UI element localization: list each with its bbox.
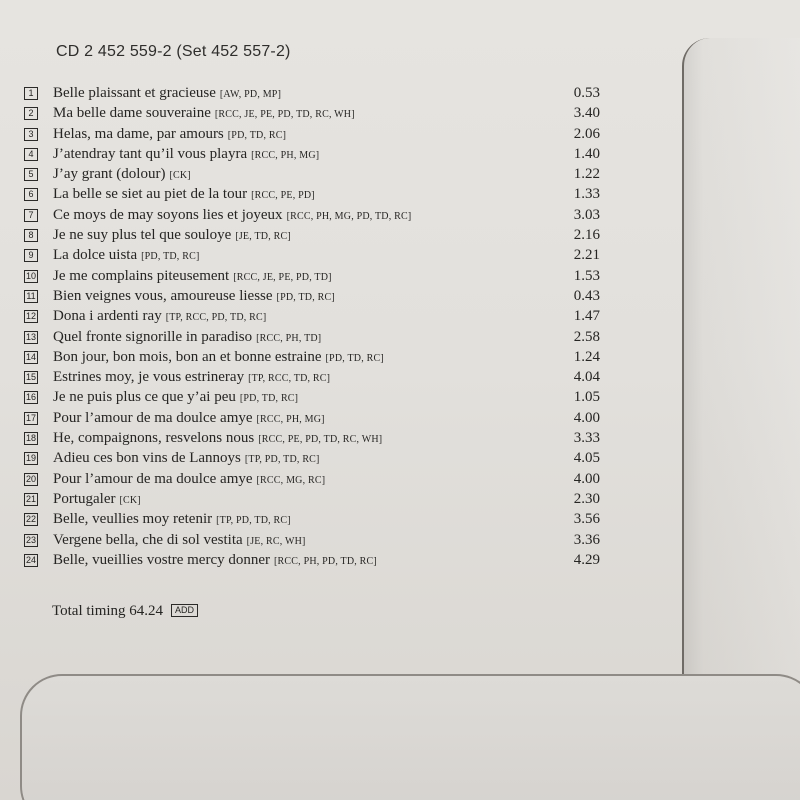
track-title: Je me complains piteusement xyxy=(53,267,230,284)
track-row xyxy=(24,490,600,510)
track-title-line xyxy=(53,329,321,346)
track-performers: [RCC, JE, PE, PD, TD] xyxy=(233,271,332,283)
track-row xyxy=(24,409,600,429)
track-performers: [TP, PD, TD, RC] xyxy=(244,454,320,466)
track-duration: 3.56 xyxy=(573,511,600,528)
track-performers: [JE, RC, WH] xyxy=(246,535,306,547)
track-title-line xyxy=(53,552,377,569)
track-number-box: 18 xyxy=(25,433,36,444)
track-row xyxy=(24,84,600,104)
track-title: Belle, veullies moy retenir xyxy=(53,511,213,528)
track-performers: [RCC, PH, MG] xyxy=(256,413,325,425)
track-duration: 2.16 xyxy=(573,227,600,244)
total-timing xyxy=(52,603,198,620)
track-title: Estrines moy, je vous estrineray xyxy=(53,369,245,386)
track-title-line xyxy=(53,450,320,467)
track-duration: 1.40 xyxy=(573,145,600,162)
track-title: Dona i ardenti ray xyxy=(53,308,162,325)
track-number-box: 10 xyxy=(25,270,36,281)
track-number-box: 1 xyxy=(24,87,38,100)
track-title-line xyxy=(53,186,315,203)
track-row xyxy=(24,510,600,530)
track-title: Ce moys de may soyons lies et joyeux xyxy=(53,206,283,223)
track-title-line xyxy=(53,207,411,224)
track-title: Je ne suy plus tel que souloye xyxy=(53,227,232,244)
track-duration: 2.06 xyxy=(573,125,600,142)
total-timing-label: Total timing 64.24 xyxy=(52,603,164,619)
track-title: Vergene bella, che di sol vestita xyxy=(53,531,243,548)
track-title-line xyxy=(53,166,191,183)
track-row xyxy=(24,531,600,551)
track-duration: 2.30 xyxy=(573,490,600,507)
track-title-line xyxy=(53,146,319,163)
track-title-line xyxy=(53,491,141,508)
track-title-line xyxy=(53,227,291,244)
track-row xyxy=(24,551,600,571)
track-row xyxy=(24,368,600,388)
track-performers: [RCC, PE, PD] xyxy=(251,190,315,202)
track-number-box: 22 xyxy=(25,514,36,525)
track-duration: 4.00 xyxy=(573,470,600,487)
track-title-line xyxy=(53,247,199,264)
track-title: Helas, ma dame, par amours xyxy=(53,125,224,142)
track-duration: 1.47 xyxy=(573,308,600,325)
track-row xyxy=(24,145,600,165)
track-number-box: 11 xyxy=(24,290,38,303)
track-number-box: 4 xyxy=(24,148,38,161)
tracklist xyxy=(24,84,600,571)
track-row xyxy=(24,287,600,307)
track-number-box: 21 xyxy=(25,493,36,504)
track-duration: 2.21 xyxy=(573,247,600,264)
track-performers: [TP, RCC, PD, TD, RC] xyxy=(165,312,267,324)
track-number-box: 23 xyxy=(25,534,36,545)
track-title-line xyxy=(53,369,330,386)
track-performers: [RCC, PE, PD, TD, RC, WH] xyxy=(258,434,383,446)
track-title: Adieu ces bon vins de Lannoys xyxy=(53,450,241,467)
add-badge: ADD xyxy=(171,604,198,617)
track-row xyxy=(24,165,600,185)
track-title-line xyxy=(53,410,325,427)
track-performers: [RCC, PH, MG, PD, TD, RC] xyxy=(286,210,412,222)
track-row xyxy=(24,307,600,327)
track-number-box: 13 xyxy=(25,331,36,342)
track-title: Portugaler xyxy=(53,490,116,507)
track-row xyxy=(24,206,600,226)
track-title-line xyxy=(53,268,332,285)
track-performers: [CK] xyxy=(169,170,191,182)
catalog-header: CD 2 452 559-2 (Set 452 557-2) xyxy=(56,43,291,60)
track-number-box: 17 xyxy=(25,412,36,423)
track-title-line xyxy=(53,105,355,122)
track-title-line xyxy=(53,532,306,549)
track-title: Belle, vueillies vostre mercy donner xyxy=(53,551,271,568)
track-row xyxy=(24,449,600,469)
track-performers: [TP, RCC, TD, RC] xyxy=(248,373,331,385)
track-performers: [RCC, MG, RC] xyxy=(256,474,326,486)
track-number-box: 3 xyxy=(24,128,38,141)
track-row xyxy=(24,429,600,449)
track-duration: 1.22 xyxy=(573,166,600,183)
track-title: He, compaignons, resvelons nous xyxy=(53,430,255,447)
track-title: Pour l’amour de ma doulce amye xyxy=(53,409,253,426)
track-duration: 4.05 xyxy=(573,450,600,467)
track-row xyxy=(24,348,600,368)
track-title-line xyxy=(53,389,298,406)
track-performers: [PD, TD, RC] xyxy=(239,393,299,405)
track-performers: [PD, TD, RC] xyxy=(227,129,287,141)
track-title: La dolce uista xyxy=(53,247,138,264)
track-title-line xyxy=(53,511,291,528)
track-title: Je ne puis plus ce que y’ai peu xyxy=(53,389,236,406)
track-row xyxy=(24,267,600,287)
track-duration: 3.40 xyxy=(573,105,600,122)
track-row xyxy=(24,185,600,205)
track-title: Ma belle dame souveraine xyxy=(53,105,211,122)
track-duration: 3.33 xyxy=(573,430,600,447)
track-title: Quel fronte signorille in paradiso xyxy=(53,328,253,345)
track-duration: 1.53 xyxy=(573,267,600,284)
track-title-line xyxy=(53,308,266,325)
track-row xyxy=(24,104,600,124)
track-number-box: 7 xyxy=(24,209,38,222)
track-row xyxy=(24,470,600,490)
track-title: Bon jour, bon mois, bon an et bonne estraine xyxy=(53,348,322,365)
track-duration: 1.33 xyxy=(573,186,600,203)
track-number-box: 9 xyxy=(24,249,38,262)
track-performers: [RCC, PH, TD] xyxy=(256,332,322,344)
track-performers: [JE, TD, RC] xyxy=(235,231,291,243)
track-row xyxy=(24,388,600,408)
track-performers: [PD, TD, RC] xyxy=(325,352,384,364)
track-title-line xyxy=(53,471,325,488)
track-number-box: 8 xyxy=(24,229,38,242)
track-duration: 3.36 xyxy=(573,531,600,548)
track-title-line xyxy=(53,430,382,447)
track-title: J’ay grant (dolour) xyxy=(53,166,166,183)
track-number-box: 12 xyxy=(25,311,36,322)
sleeve-bottom-pocket xyxy=(20,674,800,800)
track-performers: [PD, TD, RC] xyxy=(276,291,335,303)
track-number-box: 14 xyxy=(25,351,36,362)
track-number-box: 6 xyxy=(24,188,38,201)
track-performers: [RCC, JE, PE, PD, TD, RC, WH] xyxy=(214,109,355,121)
track-performers: [RCC, PH, MG] xyxy=(251,149,320,161)
sleeve-fold-edge xyxy=(682,38,800,768)
track-row xyxy=(24,226,600,246)
track-duration: 0.53 xyxy=(573,85,600,101)
track-title-line xyxy=(53,349,384,366)
track-title: J’atendray tant qu’il vous playra xyxy=(53,145,248,162)
track-row xyxy=(24,246,600,266)
track-performers: [AW, PD, MP] xyxy=(219,89,282,100)
track-number-box: 5 xyxy=(24,168,38,181)
track-row xyxy=(24,328,600,348)
track-title-line xyxy=(53,126,286,143)
track-title: Pour l’amour de ma doulce amye xyxy=(53,470,253,487)
track-performers: [RCC, PH, PD, TD, RC] xyxy=(274,555,377,567)
track-title-line xyxy=(53,85,281,102)
track-duration: 4.04 xyxy=(573,369,600,386)
track-duration: 1.24 xyxy=(573,348,600,365)
track-performers: [CK] xyxy=(119,494,141,506)
track-title: Belle plaissant et gracieuse xyxy=(53,85,216,101)
track-duration: 2.58 xyxy=(573,328,600,345)
track-performers: [PD, TD, RC] xyxy=(141,251,200,263)
track-duration: 3.03 xyxy=(573,206,600,223)
track-number-box: 20 xyxy=(25,473,36,484)
track-number-box: 16 xyxy=(25,392,36,403)
track-number-box: 24 xyxy=(25,554,36,565)
track-duration: 1.05 xyxy=(573,389,600,406)
track-number-box: 2 xyxy=(24,107,38,120)
track-row xyxy=(24,125,600,145)
track-duration: 4.00 xyxy=(573,409,600,426)
track-duration: 4.29 xyxy=(573,551,600,568)
track-number-box: 15 xyxy=(25,372,36,383)
track-duration: 0.43 xyxy=(573,287,600,304)
track-title: Bien veignes vous, amoureuse liesse xyxy=(53,287,273,304)
track-title: La belle se siet au piet de la tour xyxy=(53,186,248,203)
track-number-box: 19 xyxy=(25,453,36,464)
track-title-line xyxy=(53,288,335,305)
track-performers: [TP, PD, TD, RC] xyxy=(216,515,291,527)
